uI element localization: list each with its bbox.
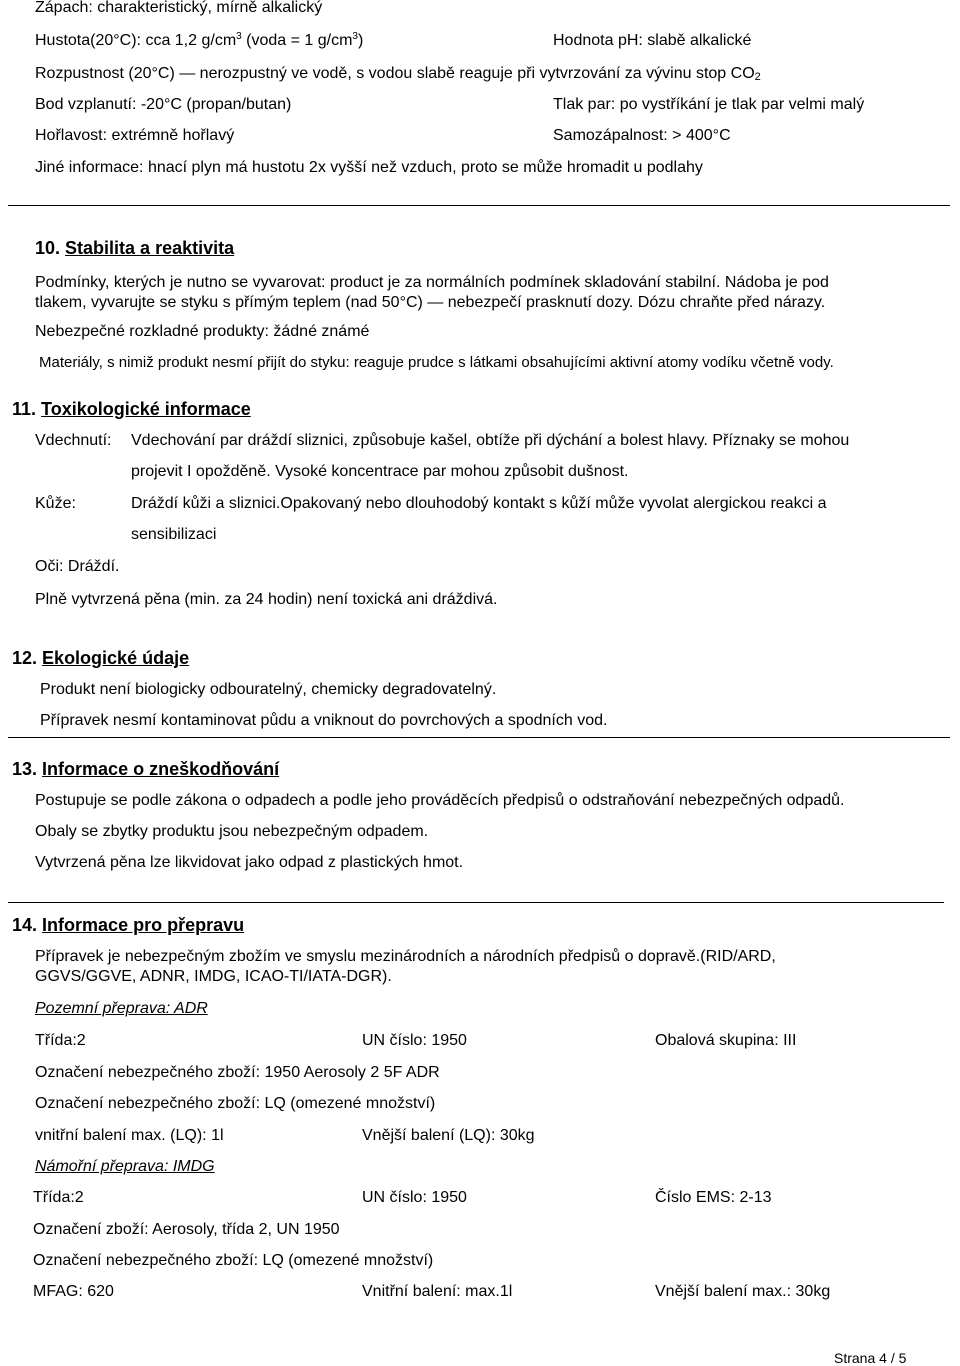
s13-line1: Postupuje se podle zákona o odpadech a podle jeho prováděcích předpisů o odstraňování nebezpečných odpadů. (35, 792, 845, 809)
prop-horlavost: Hořlavost: extrémně hořlavý (35, 127, 235, 144)
s11-oci: Oči: Dráždí. (35, 558, 120, 575)
s14-imdg-oznaceni1: Označení zboží: Aerosoly, třída 2, UN 1950 (33, 1221, 340, 1238)
s14-intro2: GGVS/GGVE, ADNR, IMDG, ICAO-TI/IATA-DGR). (35, 968, 392, 985)
s11-kuze-label: Kůže: (35, 495, 76, 512)
s12-line1: Produkt není biologicky odbouratelný, chemicky degradovatelný. (40, 681, 497, 698)
s10-line3: Nebezpečné rozkladné produkty: žádné známé (35, 323, 370, 340)
s10-line2: tlakem, vyvarujte se styku s přímým teplem (nad 50°C) — nebezpečí prasknutí dozy. Dózu chraňte před nárazy. (35, 294, 826, 311)
divider (8, 737, 950, 738)
s14-adr-vnitrni: vnitřní balení max. (LQ): 1l (35, 1127, 224, 1144)
s13-line2: Obaly se zbytky produktu jsou nebezpečným odpadem. (35, 823, 429, 840)
s14-imdg-ems: Číslo EMS: 2-13 (655, 1189, 772, 1206)
s11-vdech-2: projevit I opožděně. Vysoké koncentrace par mohou způsobit dušnost. (131, 463, 629, 480)
section-14-heading: 14. Informace pro přepravu (12, 915, 245, 935)
s11-kuze-1: Dráždí kůži a sliznici.Opakovaný nebo dlouhodobý kontakt s kůží může vyvolat alergickou reakci a (131, 495, 827, 512)
divider (8, 205, 950, 206)
s14-imdg-un: UN číslo: 1950 (362, 1189, 467, 1206)
s12-line2: Přípravek nesmí kontaminovat půdu a vniknout do povrchových a spodních vod. (40, 712, 608, 729)
s11-kuze-2: sensibilizaci (131, 526, 217, 543)
s10-line4: Materiály, s nimiž produkt nesmí přijít do styku: reaguje prudce s látkami obsahujícími aktivní atomy vodíku včetně vody. (39, 354, 834, 371)
s11-vdech-1: Vdechování par dráždí sliznici, způsobuje kašel, obtíže při dýchání a bolest hlavy. Příznaky se mohou (131, 432, 850, 449)
s14-imdg-trida: Třída:2 (33, 1189, 84, 1206)
section-11-heading: 11. Toxikologické informace (12, 399, 251, 419)
s14-adr-obal: Obalová skupina: III (655, 1032, 797, 1049)
prop-samozapalnost: Samozápalnost: > 400°C (553, 127, 731, 144)
s10-line1: Podmínky, kterých je nutno se vyvarovat: product je za normálních podmínek skladování stabilní. Nádoba je pod (35, 274, 829, 291)
s14-imdg-vnitrni: Vnitřní balení: max.1l (362, 1283, 513, 1300)
prop-ph: Hodnota pH: slabě alkalické (553, 32, 752, 49)
prop-rozpustnost: Rozpustnost (20°C) — nerozpustný ve vodě, s vodou slabě reaguje při vytvrzování za vývinu stop $CO_2$ (35, 65, 761, 83)
section-10-heading: 10. Stabilita a reaktivita (35, 238, 235, 258)
s14-mfag: MFAG: 620 (33, 1283, 114, 1300)
s14-adr-heading: Pozemní přeprava: ADR (35, 1000, 208, 1017)
section-12-heading: 12. Ekologické údaje (12, 648, 190, 668)
s14-adr-vnejsi: Vnější balení (LQ): 30kg (362, 1127, 535, 1144)
s14-intro1: Přípravek je nebezpečným zbožím ve smyslu mezinárodních a národních předpisů o dopravě.(RID/ARD, (35, 948, 776, 965)
s14-adr-un: UN číslo: 1950 (362, 1032, 467, 1049)
s14-imdg-oznaceni2: Označení nebezpečného zboží: LQ (omezené množství) (33, 1252, 434, 1269)
s14-adr-oznaceni2: Označení nebezpečného zboží: LQ (omezené množství) (35, 1095, 436, 1112)
s13-line3: Vytvrzená pěna lze likvidovat jako odpad z plastických hmot. (35, 854, 464, 871)
s14-imdg-heading: Námořní přeprava: IMDG (35, 1158, 215, 1175)
s14-adr-trida: Třída:2 (35, 1032, 86, 1049)
s14-adr-oznaceni1: Označení nebezpečného zboží: 1950 Aerosoly 2 5F ADR (35, 1064, 440, 1081)
s11-pena: Plně vytvrzená pěna (min. za 24 hodin) není toxická ani dráždivá. (35, 591, 498, 608)
prop-tlak: Tlak par: po vystříkání je tlak par velmi malý (553, 96, 865, 113)
prop-vzplanuti: Bod vzplanutí: -20°C (propan/butan) (35, 96, 292, 113)
prop-hustota: Hustota(20°C): cca 1,2 $g/cm^3$ (voda = 1 $g/cm^3$) (35, 31, 364, 49)
prop-zapach: Zápach: charakteristický, mírně alkalický (35, 0, 323, 16)
section-13-heading: 13. Informace o zneškodňování (12, 759, 280, 779)
s11-vdech-label: Vdechnutí: (35, 432, 112, 449)
prop-jine: Jiné informace: hnací plyn má hustotu 2x vyšší než vzduch, proto se může hromadit u podlahy (35, 159, 703, 176)
page-number: Strana 4 / 5 (834, 1350, 907, 1366)
s14-imdg-vnejsi: Vnější balení max.: 30kg (655, 1283, 831, 1300)
divider (8, 902, 944, 903)
